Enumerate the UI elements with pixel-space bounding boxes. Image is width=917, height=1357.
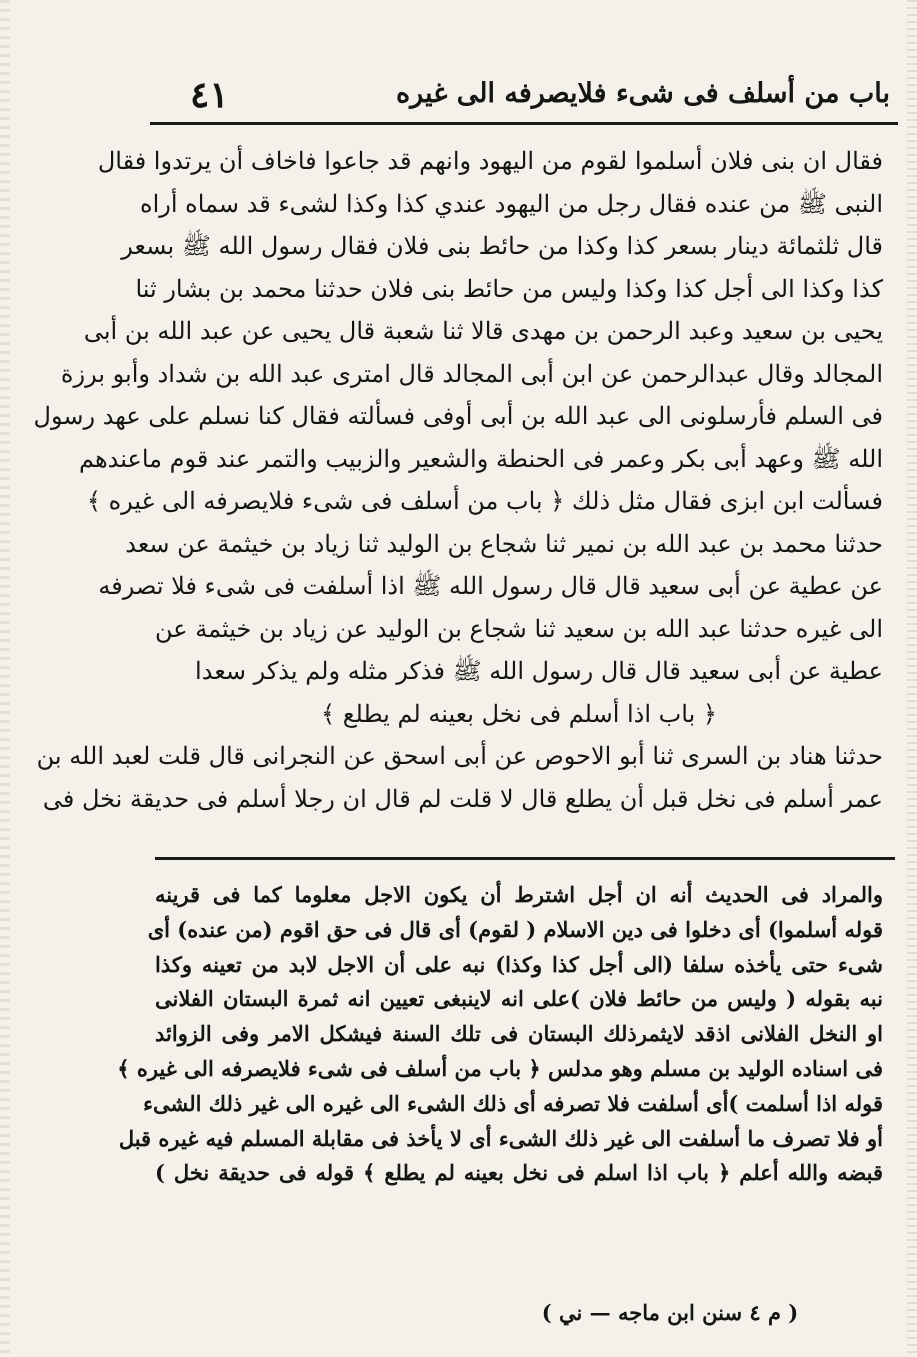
footnote-line: نبه بقوله ( وليس من حائط فلان )على انه لاينبغى تعيين انه ثمرة البستان الفلانى — [155, 986, 883, 1012]
scan-edge — [0, 0, 10, 1357]
footnote-line: أو فلا تصرف ما أسلفت الى غير ذلك الشىء أى لا يأخذ فى مقابلة المسلم فيه غيره قبل — [118, 1125, 883, 1151]
chapter-heading: ﴿ باب اذا أسلم فى نخل بعينه لم يطلع ﴾ — [321, 699, 717, 728]
footnote-rule — [155, 857, 895, 860]
text-line: الله ﷺ وعهد أبى بكر وعمر فى الحنطة والشعير والزبيب والتمر عند قوم ماعندهم — [79, 444, 883, 473]
footnote-line: شىء حتى يأخذه سلفا (الى أجل كذا وكذا) نبه على أن الاجل لابد من تعينه وكذا — [155, 951, 883, 977]
text-line: عن عطية عن أبى سعيد قال قال رسول الله ﷺ اذا أسلفت فى شىء فلا تصرفه — [98, 572, 883, 600]
header-rule — [150, 122, 898, 125]
text-line: عمر أسلم فى نخل قبل أن يطلع قال لا قلت لم قال ان رجلا أسلم فى حديقة نخل فى — [42, 784, 883, 813]
text-line: حدثنا هناد بن السرى ثنا أبو الاحوص عن أبى اسحق عن النجرانى قال قلت لعبد الله بن — [36, 742, 883, 770]
footnote-line: فى اسناده الوليد بن مسلم وهو مدلس ﴿ باب من أسلف فى شىء فلايصرفه الى غيره ﴾ — [117, 1055, 883, 1081]
text-line: فى السلم فأرسلونى الى عبد الله بن أبى أوفى فسألته فقال كنا نسلم على عهد رسول — [33, 402, 883, 430]
main-text — [33, 140, 883, 820]
text-line: يحيى بن سعيد وعبد الرحمن بن مهدى قالا ثنا شعبة قال يحيى عن عبد الله بن أبى — [83, 317, 883, 345]
printer-signature: ( م ٤ سنن ابن ماجه — ني ) — [541, 1300, 799, 1325]
footnote-line: او النخل الفلانى اذقد لايثمرذلك البستان فى تلك السنة فيشكل الامر وفى الزوائد — [155, 1021, 883, 1047]
scan-edge — [907, 0, 917, 1357]
footnote-line: والمراد فى الحديث أنه ان أجل اشترط أن يكون الاجل معلوما كما فى قرينه — [155, 882, 883, 907]
footnote-line: قبضه والله أعلم ﴿ باب اذا اسلم فى نخل بعينه لم يطلع ﴾ قوله فى حديقة نخل ) — [155, 1160, 883, 1186]
text-line: فسألت ابن ابزى فقال مثل ذلك ﴿ باب من أسلف فى شىء فلايصرفه الى غيره ﴾ — [86, 487, 883, 515]
footnote-text — [117, 878, 883, 1191]
text-line: قال ثلثمائة دينار بسعر كذا وكذا من حائط بنى فلان فقال رسول الله ﷺ بسعر — [121, 232, 883, 260]
text-line: عطية عن أبى سعيد قال قال رسول الله ﷺ فذكر مثله ولم يذكر سعدا — [195, 657, 883, 685]
running-title: باب من أسلف فى شىء فلايصرفه الى غيره — [396, 78, 890, 109]
text-line: حدثنا محمد بن عبد الله بن نمير ثنا شجاع بن الوليد ثنا زياد بن خيثمة عن سعد — [125, 529, 883, 558]
footnote-line: قوله اذا أسلمت )أى أسلفت فلا تصرفه أى ذلك الشىء الى غيره الى غير ذلك الشىء — [143, 1090, 883, 1116]
page-number: ٤١ — [190, 74, 229, 116]
footnote-line: قوله أسلموا) أى دخلوا فى دين الاسلام ( لقوم) أى قال فى حق اقوم (من عنده) أى — [147, 916, 883, 942]
text-line: فقال ان بنى فلان أسلموا لقوم من اليهود وانهم قد جاعوا فاخاف أن يرتدوا فقال — [97, 147, 883, 175]
text-line: النبى ﷺ من عنده فقال رجل من اليهود عندي كذا وكذا لشىء قد سماه أراه — [140, 189, 883, 218]
text-line: كذا وكذا الى أجل كذا وكذا وليس من حائط بنى فلان حدثنا محمد بن بشار ثنا — [135, 274, 883, 303]
text-line: المجالد وقال عبدالرحمن عن ابن أبى المجالد قال امترى عبد الله بن شداد وأبو برزة — [60, 359, 883, 388]
text-line: الى غيره حدثنا عبد الله بن سعيد ثنا شجاع بن الوليد عن زياد بن خيثمة عن — [155, 614, 883, 643]
page-header — [150, 74, 890, 126]
